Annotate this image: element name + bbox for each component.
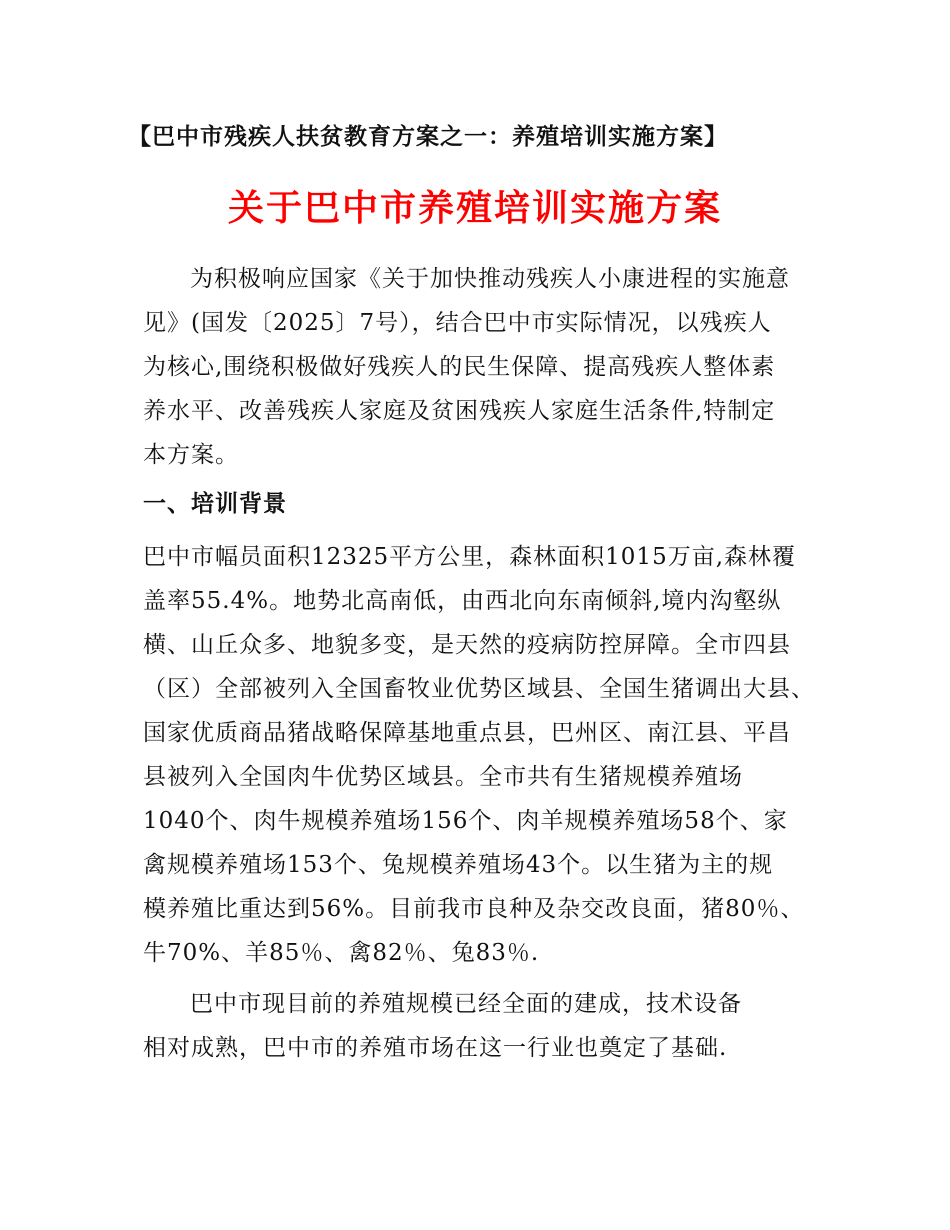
intro-line: 养水平、改善残疾人家庭及贫困残疾人家庭生活条件,特制定 [143,398,776,424]
body-line: 巴中市幅员面积12325平方公里，森林面积1015万亩,森林覆 [143,544,797,570]
body-line: 盖率55.4%。地势北高南低，由西北向东南倾斜,境内沟壑纵 [143,588,782,614]
body-line: 横、山丘众多、地貌多变，是天然的疫病防控屏障。全市四县 [143,632,791,658]
intro-line: 本方案。 [143,442,239,468]
section-heading: 一、培训背景 [143,491,287,517]
body-line: 模养殖比重达到56%。目前我市良种及杂交改良面，猪80％、 [143,896,805,922]
body-line: 相对成熟，巴中市的养殖市场在这一行业也奠定了基础. [143,1035,728,1061]
body-line: 禽规模养殖场153个、兔规模养殖场43个。以生猪为主的规 [143,852,774,878]
intro-line: 为积极响应国家《关于加快推动残疾人小康进程的实施意 [190,266,790,292]
series-title: 【巴中市残疾人扶贫教育方案之一：养殖培训实施方案】 [128,123,728,150]
intro-line: 为核心,围绕积极做好残疾人的民生保障、提高残疾人整体素 [143,354,776,380]
body-line: 国家优质商品猪战略保障基地重点县，巴州区、南江县、平昌 [143,720,791,746]
body-line: 1040个、肉牛规模养殖场156个、肉羊规模养殖场58个、家 [143,808,788,834]
body-line: （区）全部被列入全国畜牧业优势区域县、全国生猪调出大县、 [143,676,815,702]
body-line: 县被列入全国肉牛优势区域县。全市共有生猪规模养殖场 [143,764,743,790]
body-line: 巴中市现目前的养殖规模已经全面的建成，技术设备 [190,991,742,1017]
intro-line: 见》(国发〔2025〕7号），结合巴中市实际情况，以残疾人 [143,310,772,336]
main-title: 关于巴中市养殖培训实施方案 [227,187,722,229]
body-line: 牛70%、羊85％、禽82％、兔83％. [143,940,540,966]
